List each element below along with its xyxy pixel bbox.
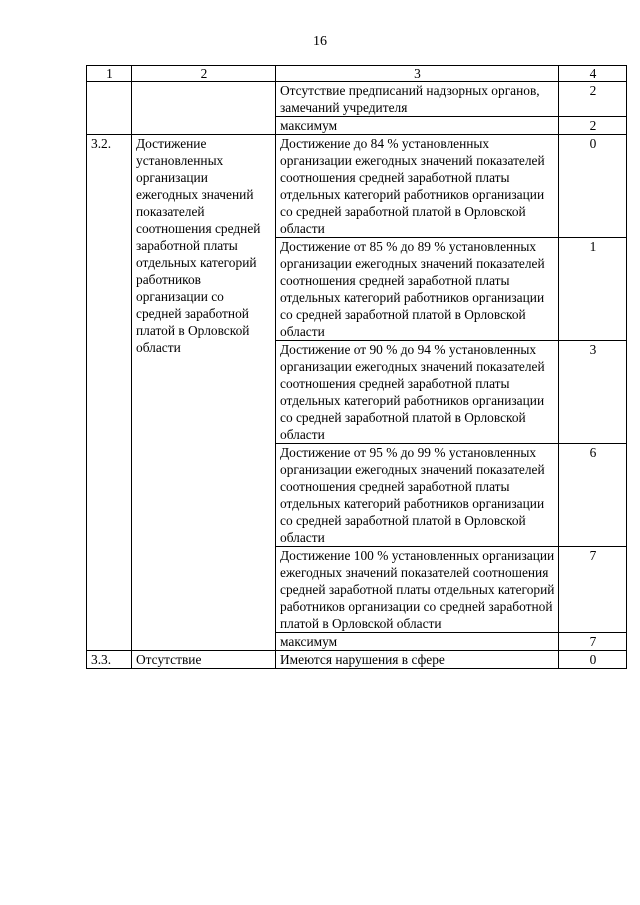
condition-cell: Отсутствие предписаний надзорных органов, замечаний учредителя <box>276 82 559 117</box>
score-cell: 7 <box>559 547 627 633</box>
table-row <box>87 135 627 238</box>
condition-cell: максимум <box>276 633 559 651</box>
page-number: 16 <box>313 34 327 49</box>
criteria-table <box>86 65 627 669</box>
score-cell: 2 <box>559 117 627 135</box>
condition-cell: Достижение от 85 % до 89 % установленных организации ежегодных значений показателей соотношения средней заработной платы отдельных категорий работников организации со средней заработной платой в Орловской области <box>276 238 559 341</box>
column-header-4: 4 <box>559 66 627 82</box>
indicator-cell <box>132 82 276 135</box>
column-header-2: 2 <box>132 66 276 82</box>
indicator-cell: Отсутствие <box>132 651 276 669</box>
score-cell: 0 <box>559 651 627 669</box>
column-header-3: 3 <box>276 66 559 82</box>
condition-cell: Достижение от 90 % до 94 % установленных организации ежегодных значений показателей соотношения средней заработной платы отдельных категорий работников организации со средней заработной платой в Орловской области <box>276 341 559 444</box>
score-cell: 2 <box>559 82 627 117</box>
score-cell: 0 <box>559 135 627 238</box>
condition-cell: максимум <box>276 117 559 135</box>
score-cell: 3 <box>559 341 627 444</box>
condition-cell: Достижение 100 % установленных организации ежегодных значений показателей соотношения средней заработной платы отдельных категорий работников организации со средней заработной платой в Орловской области <box>276 547 559 633</box>
table-row <box>87 651 627 669</box>
row-number-cell <box>87 82 132 135</box>
score-cell: 1 <box>559 238 627 341</box>
row-number-cell: 3.2. <box>87 135 132 651</box>
condition-cell: Достижение от 95 % до 99 % установленных организации ежегодных значений показателей соотношения средней заработной платы отдельных категорий работников организации со средней заработной платой в Орловской области <box>276 444 559 547</box>
condition-cell: Достижение до 84 % установленных организации ежегодных значений показателей соотношения средней заработной платы отдельных категорий работников организации со средней заработной платой в Орловской области <box>276 135 559 238</box>
table-header-row <box>87 66 627 82</box>
score-cell: 7 <box>559 633 627 651</box>
table-row <box>87 82 627 117</box>
column-header-1: 1 <box>87 66 132 82</box>
condition-cell: Имеются нарушения в сфере <box>276 651 559 669</box>
score-cell: 6 <box>559 444 627 547</box>
row-number-cell: 3.3. <box>87 651 132 669</box>
indicator-cell: Достижение установленных организации ежегодных значений показателей соотношения средней заработной платы отдельных категорий работников организации со средней заработной платой в Орловской области <box>132 135 276 651</box>
